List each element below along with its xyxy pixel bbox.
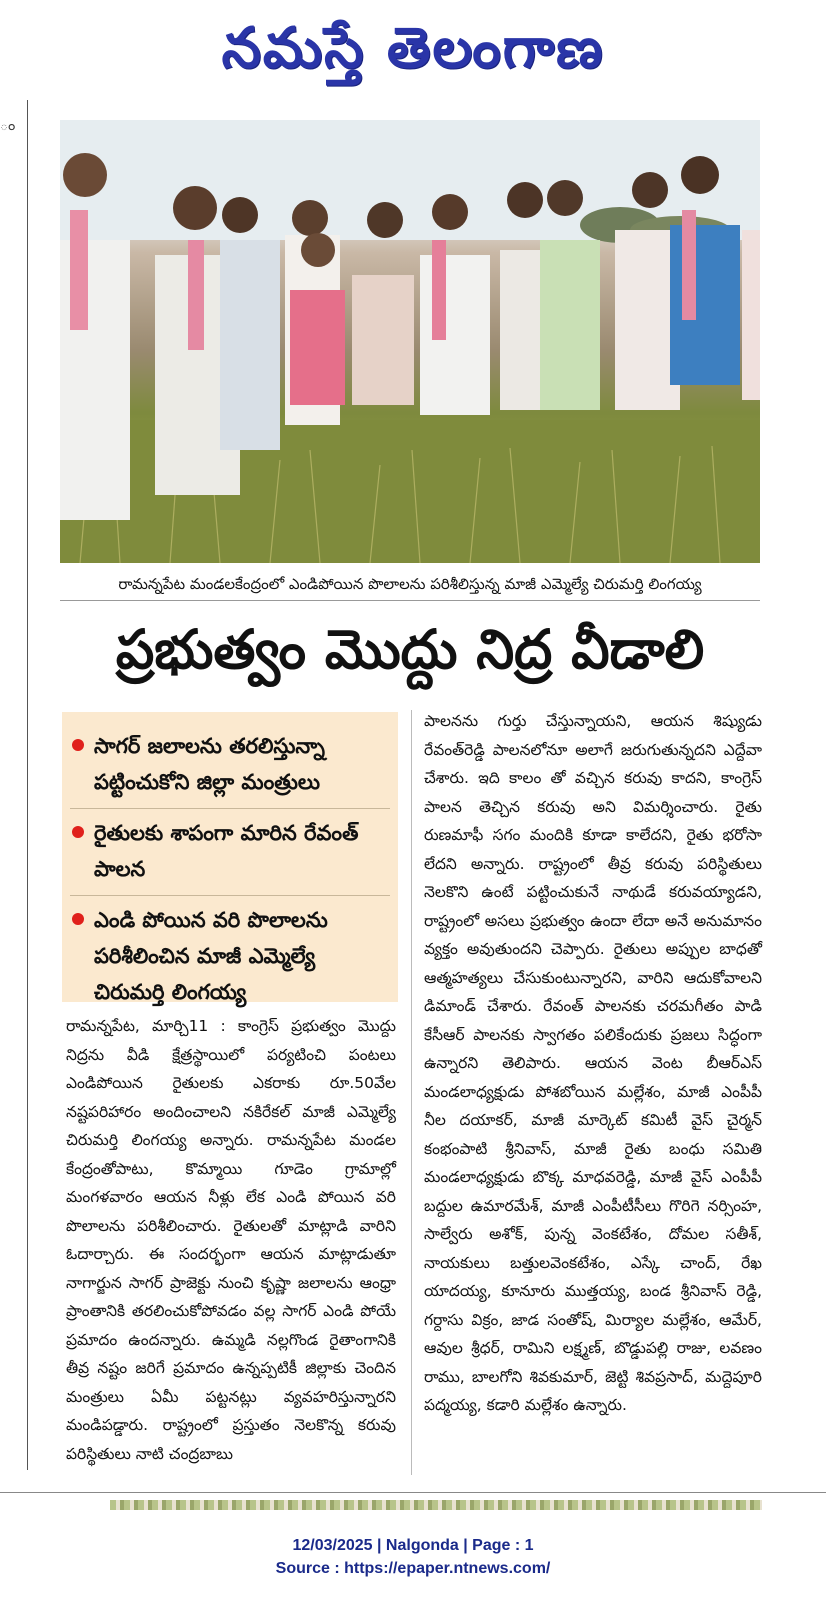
highlight-text: రైతులకు శాపంగా మారిన రేవంత్ పాలన [94,821,359,881]
bottom-rule [0,1492,826,1493]
edition-info: 12/03/2025 | Nalgonda | Page : 1 [292,1537,534,1554]
newspaper-title: నమస్తే తెలంగాణ [221,15,605,81]
highlight-item [70,896,390,1018]
photo-illustration [60,120,760,563]
highlight-text: సాగర్ జలాలను తరలిస్తున్నా పట్టించుకోని జిల్లా మంత్రులు [94,734,325,794]
highlight-item [70,722,390,809]
left-margin-rule [27,100,28,1470]
left-edge-fragment: ం [0,118,16,134]
source-link[interactable]: Source : https://epaper.ntnews.com/ [275,1560,551,1577]
bullet-icon [72,739,84,751]
page-footer [0,1534,826,1580]
column-divider [411,710,412,1475]
highlight-text: ఎండి పోయిన వరి పొలాలను పరిశీలించిన మాజీ ఎమ్మెల్యే చిరుమర్తి లింగయ్య [94,908,328,1004]
news-photo [60,120,760,563]
highlight-item [70,809,390,896]
article-body-right-column: పాలనను గుర్తు చేస్తున్నాయని, ఆయన శిష్యుడు రేవంత్‌రెడ్డి పాలనలోనూ అలాగే జరుగుతున్నదని ఎద్దేవా చేశారు. ఇది కాలం తో వచ్చిన కరువు కాదని, కాంగ్రెస్ పాలన తెచ్చిన కరువు అని విమర్శించారు. రైతు రుణమాఫీ సగం మందికి కూడా కాలేదని, రైతు భరోసా లేదని అన్నారు. రాష్ట్రంలో తీవ్ర కరువు పరిస్థితులు నెలకొని ఉంటే పట్టించుకునే నాథుడే కరువయ్యాడని, రాష్ట్రంలో అసలు ప్రభుత్వం ఉందా లేదా అనే అనుమానం వ్యక్తం అవుతుందని చెప్పారు. రైతులు అప్పుల బాధతో ఆత్మహత్యలు చేసుకుంటున్నారని, వారిని ఆదుకోవాలని డిమాండ్ చేశారు. రేవంత్ పాలనకు చరమగీతం పాడి కేసీఆర్ పాలనకు స్వాగతం పలికేందుకు ప్రజలు సిద్ధంగా ఉన్నారని తెలిపారు. ఆయన వెంట బీఆర్ఎస్ మండలాధ్యక్షుడు పోశబోయిన మల్లేశం, మాజీ ఎంపీపీ నీల దయాకర్, మాజీ మార్కెట్ కమిటీ వైస్ చైర్మన్ కంభంపాటి శ్రీనివాస్, మాజీ రైతు బంధు సమితి మండలాధ్యక్షుడు బొక్క మాధవరెడ్డి, మాజీ వైస్ ఎంపీపీ బద్దుల ఉమారమేశ్, మాజీ ఎంపీటీసీలు గొరిగె నర్సింహ, సాల్వేరు అశోక్, పున్న వెంకటేశం, దోమల సతీశ్, నాయకులు బత్తులవెంకటేశం, ఎస్కే చాంద్, రేఖ యాదయ్య, కూనూరు ముత్తయ్య, బండ శ్రీనివాస్ రెడ్డి, గర్దాసు విక్రం, జాడ సంతోష్, మిర్యాల మల్లేశం, ఆమేర్, ఆవుల శ్రీధర్, రామిని లక్ష్మణ్, బొడ్డుపల్లి రాజు, లవణం రాము, బాలగోని శివకుమార్, జెట్టి శివప్రసాద్, మద్దెపూరి పద్మయ్య, కడారి మల్లేశం ఉన్నారు. [424,712,762,1414]
article-body-left-column: రామన్నపేట, మార్చి11 : కాంగ్రెస్ ప్రభుత్వం మొద్దు నిద్రను వీడి క్షేత్రస్థాయిలో పర్యటించి పంటలు ఎండిపోయిన రైతులకు ఎకరాకు రూ.50వేల నష్టపరిహారం అందించాలని నకిరేకల్ మాజీ ఎమ్మెల్యే చిరుమర్తి లింగయ్య అన్నారు. రామన్నపేట మండల కేంద్రంతోపాటు, కొమ్మాయి గూడెం గ్రామాల్లో మంగళవారం ఆయన నీళ్లు లేక ఎండి పోయిన వరి పొలాలను పరిశీలించారు. రైతులతో మాట్లాడి వారిని ఓదార్చారు. ఈ సందర్భంగా ఆయన మాట్లాడుతూ నాగార్జున సాగర్ ప్రాజెక్టు నుంచి కృష్ణా జలాలను ఆంధ్రా ప్రాంతానికి తరలించుకోపోవడం వల్ల సాగర్ ఎండి పోయే ప్రమాదం ఉందన్నారు. ఉమ్మడి నల్లగొండ రైతాంగానికి తీవ్ర నష్టం జరిగే ప్రమాదం ఉన్నప్పటికీ జిల్లాకు చెందిన మంత్రులు ఏమీ పట్టనట్లు వ్యవహరిస్తున్నారని మండిపడ్డారు. రాష్ట్రంలో ప్రస్తుతం నెలకొన్న కరువు పరిస్థితులు నాటి చంద్రబాబు [66,1017,396,1463]
photo-caption: రామన్నపేట మండలకేంద్రంలో ఎండిపోయిన పొలాలను పరిశీలిస్తున్న మాజీ ఎమ్మెల్యే చిరుమర్తి లింగయ్య [60,568,760,601]
article-headline: ప్రభుత్వం మొద్దు నిద్ర వీడాలి [115,618,705,681]
adjacent-photo-edge [110,1500,762,1510]
bullet-icon [72,826,84,838]
highlights-box [62,712,398,1002]
masthead [0,0,826,110]
bullet-icon [72,913,84,925]
